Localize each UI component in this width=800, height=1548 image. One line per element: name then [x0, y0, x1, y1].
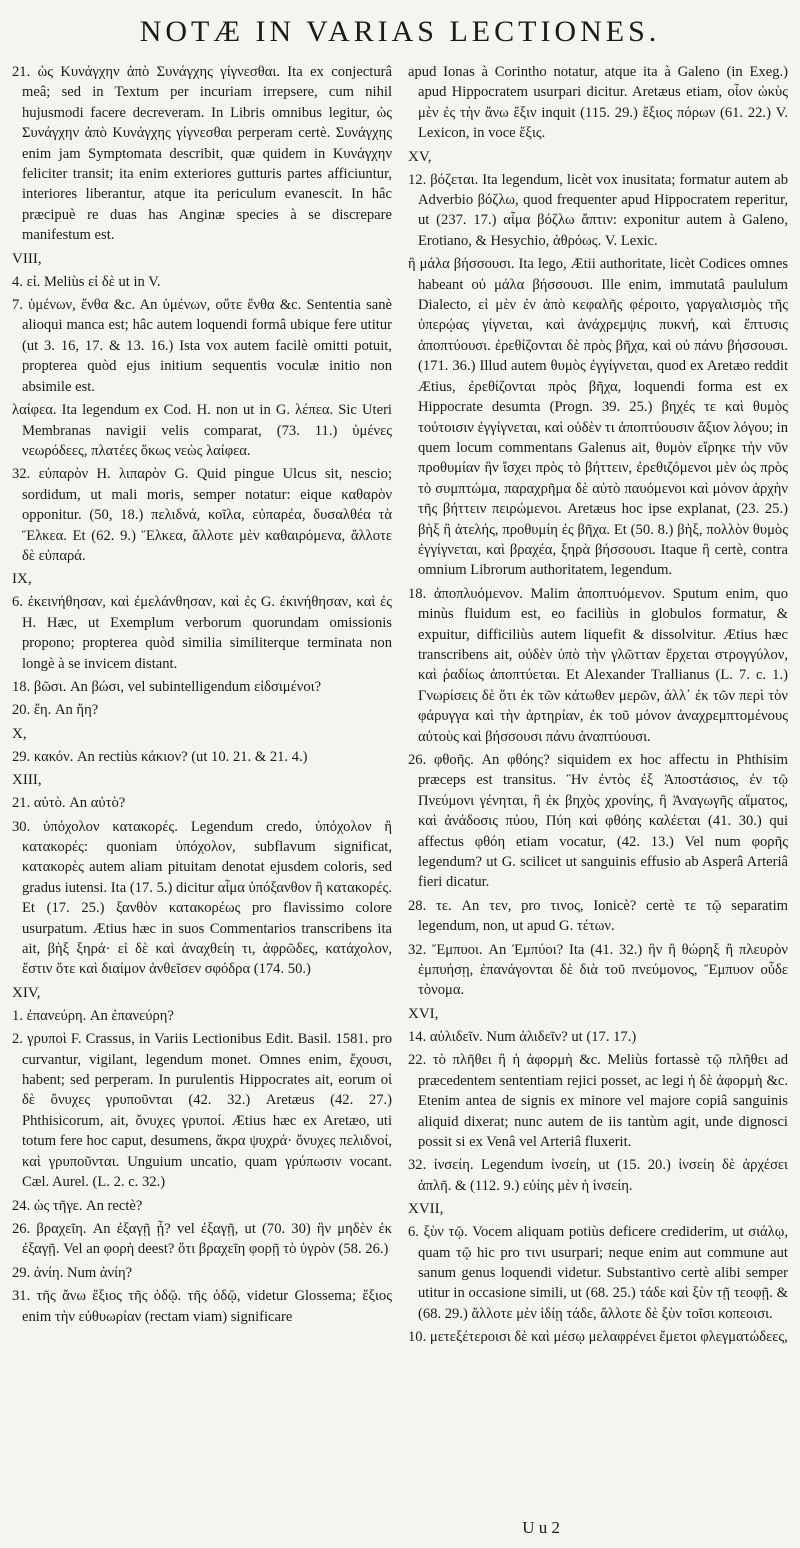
note-entry: 10. μετεξέτεροισι δὲ καὶ μέσῳ μελαφρένει ἔμετοι φλεγματώδεες, — [408, 1329, 788, 1346]
note-entry: 28. τε. An τεν, pro τινος, Ionicè? certè τε τῷ separatim legendum, non, ut apud G. τέτων. — [408, 897, 788, 935]
note-entry: 26. βραχεῖη. An ἐξαγῇ ᾖ? vel ἐξαγῇ, ut (70. 30) ἣν μηδὲν ἐκ ἐξαγῇ. Vel an φορὴ deest? ὅτι βραχεῖη φορῇ τὸ ὑγρὸν (58. 26.) — [12, 1220, 392, 1258]
note-entry: λαίφεα. Ita legendum ex Cod. H. non ut in G. λέπεα. Sic Uteri Membranas navigii velis comparat, (73. 11.) ὑμένες νεωρόδεες, πλατέες ὅκως νεὼς λαίφεα. — [12, 402, 392, 459]
note-entry: ἢ μάλα βήσσουσι. Ita lego, Ætii authoritate, licèt Codices omnes habeant οὐ μάλα βήσσουσι. Ille enim, immutatâ paululum Dialecto, εἰ μὲν ἐν ἀπὸ κεφαλῆς φέροιτο, γαργαλισμὸς τῆς ὑπερῴας γίγνεται, καὶ ἀνάχρεμψις πυκνή, καὶ ἔπτυσις ἀποπτύουσι. ἐρεθίζονται δὲ πρὸς βῆχα, καὶ οὐ πάνυ βήσσουσι. (171. 36.) Illud autem θυμὸς ἐγγίγνεται, quod ex Aretæo reddit Ætius, ἐρεθίζονται πρὸς βῆχα, loquendi forma est ex Hippocrate desumta (Progn. 39. 25.) βηχές τε καὶ θυμὸς τούτοισιν ἐγγίγνεται, καὶ οὐδὲν τι ἀποπτύουσιν ἄξιον λόγου; in quem locum commentans Galenus ait, θυμὸν εἴρηκε τὴν νῦν προθυμίαν ἣν ἴσχει πρὸς τὸ βήττειν, ἐρεθιζόμενοι μὲν ὡς πρὸς τὸ συμπτώμα, παραχρῆμα δὲ αὐτὸ παυόμενοι καὶ μόνον ἀρχὴν τῆς βήττειν πειρώμενοι. Aretæus hoc ipse explanat, (23. 25.) βὴξ ἢ ἀτελής, προθυμίη ἐς βῆχα. Et (50. 8.) βὴξ, πολλὸν θυμὸς ἐγγίγνεται, καὶ βραχέα, ξηρὰ βήσσουσι. Itaque ἢ certè, contra omnium Librorum authoritatem, legendum. — [408, 256, 788, 579]
note-entry: 21. ὡς Κυνάγχην ἀπὸ Συνάγχης γίγνεσθαι. Ita ex conjecturâ meâ; sed in Textum per incuriam irrepsere, cum nihil hujusmodi facere decreveram. In Libris omnibus legitur, ὡς Συνάγχην ἀπὸ Κυνάγχης γίγνεσθαι perperam certè. Συνάγχης enim jam Symptomata describit, quæ quidem in Κυνάγχην feliciter transit; ita enim exteriores gutturis partes afficiuntur, interiores liberantur, atque ita periculum evanescit. In hâc præcipuè re duas has Anginæ species à se discrepare manifestum est. — [12, 64, 392, 244]
note-entry: 14. αὐλιδεῖν. Num ἀλιδεῖν? ut (17. 17.) — [408, 1028, 637, 1045]
note-entry: 6. ἐκεινήθησαν, καὶ ἐμελάνθησαν, καὶ ἐς G. ἐκινήθησαν, καὶ ἐς H. Hæc, ut Exemplum verborum quorundam omissionis propono; propterea quòd similia similiterque terminata non longè à se invicem distant. — [12, 594, 392, 672]
section-heading: VIII, — [12, 250, 42, 267]
note-entry: 7. ὑμένων, ἔνθα &c. An ὑμένων, οὔτε ἔνθα &c. Sententia sanè alioqui manca est; hâc autem loquendi formâ ubique fere utitur (ut 3. 16, 17. & 13. 16.) Ista vox autem facilè omitti potuit, propterea quòd ejus initium sequentis voculæ initio non absimile est. — [12, 297, 392, 395]
section-heading: XVI, — [408, 1005, 439, 1022]
note-entry: 24. ὡς τῆγε. An rectè? — [12, 1197, 143, 1214]
note-entry: 31. τῆς ἄνω ἕξιος τῆς ὁδῷ. τῆς ὁδῷ, videtur Glossema; ἕξιος enim τὴν εὐθυωρίαν (rectam viam) significare — [12, 1288, 392, 1325]
section-heading: X, — [12, 725, 27, 742]
section-heading: IX, — [12, 571, 32, 588]
note-entry: 4. εἰ. Meliùs εἰ δὲ ut in V. — [12, 273, 161, 290]
note-entry: 32. Ἔμπυοι. An Ἐμπύοι? Ita (41. 32.) ἣν ἢ θώρηξ ἢ πλευρὸν ἐμπυήσῃ, ἐπανάγονται δὲ διὰ τοῦ πνεύμονος, Ἔμπυον οὖδε τὸνομα. — [408, 941, 788, 999]
note-entry: 1. ἐπανεύρη. An ἐπανεύρη? — [12, 1007, 174, 1024]
note-entry: 6. ξὺν τῷ. Vocem aliquam potiùs deficere crediderim, ut σιάλῳ, quam τῷ hic pro τινι usurpari; neque enim aut commune aut sanum genus loquendi videtur. Substantivo certè alibi semper utitur in occasione simili, ut (68. 25.) τάδε καὶ ξὺν τῇ τεοφῇ. & (68. 29.) ἄλλοτε μὲν ἰδίῃ τάδε, ἄλλοτε δὲ ξὺν τοῖσι κοπεοισι. — [408, 1224, 788, 1322]
section-heading: XVII, — [408, 1201, 444, 1218]
note-entry: apud Ionas à Corintho notatur, atque ita à Galeno (in Exeg.) apud Hippocratem usurpari dicitur. Aretæus etiam, οἷον ὠκὺς μὲν ἐς τὴν ἄνω ἕξιν inquit (115. 29.) ἕξιος πόρων (61. 22.) V. Lexicon, in voce ἕξις. — [408, 64, 788, 142]
note-entry: 12. βόζεται. Ita legendum, licèt vox inusitata; formatur autem ab Adverbio βόζλω, quod frequenter apud Hippocratem reperitur, ut (237. 17.) αἷμα βόζλω ἄπτιν: exponitur autem à Galeno, Erotiano, & Hesychio, ἀθρόως. V. Lexic. — [408, 171, 788, 249]
right-column — [408, 62, 788, 1492]
page-title: NOTÆ IN VARIAS LECTIONES. — [139, 15, 661, 48]
note-entry: 30. ὑπόχολον κατακορές. Legendum credo, ὑπόχολον ἢ κατακορές: quoniam ὑπόχολον, subflavum significat, κατακορὲς autem aliam pituitam denotat ejusdem coloris, sed gradus iutensi. Ita (17. 5.) dicitur αἷμα ὑπόξανθον ἢ κατακορές. Et (17. 25.) ξανθὸν κατακορέως pro flavissimo colore usurpatum. Ætius hæc in suos Commentarios transcribens ita ait, βὴξ ξηρά· εἰ δὲ καὶ ἀναχθείη τι, ἀφρῶδες, κατάχολον, ἔστιν ὅτε καὶ διαίμον ἀνθεῖσεν σφόδρα (174. 50.) — [12, 818, 392, 978]
left-column — [12, 62, 392, 1492]
note-entry: 2. γρυποὶ F. Crassus, in Variis Lectionibus Edit. Basil. 1581. pro curvantur, vigilant, legendum monet. Omnes enim, ἔχουσι, habent; sed perperam. In purulentis Hippocrates ait, eorum οἱ δὲ ὄνυχες γρυποῦνται (42. 32.) Aretæus (42. 27.) Phthisicorum, ait, ὄνυχες γρυποί. Ætius hæc ex Aretæo, uti totum fere hoc caput, desumens, ἄκρα ψυχρά· ὄνυχες πελιδνοί, καὶ γρυποῦνται. Unguium uncatio, quam γρύπωσιν vocant. Cæl. Aurel. (L. 2. c. 32.) — [12, 1031, 392, 1191]
note-entry: 18. βῶσι. An βώσι, vel subintelligendum εἰδσιμένοι? — [12, 678, 322, 695]
note-entry: 32. ἰνσείη. Legendum ἰνσείη, ut (15. 20.) ἰνσείη δὲ ἀρχέσει ἁπλῆ. & (112. 9.) εὐίης μὲν ἡ ἰνσείη. — [408, 1157, 788, 1194]
note-entry: 26. φθοῆς. An φθόης? siquidem ex hoc affectu in Phthisim præceps est transitus. Ἢν ἐντὸς ἐξ Ἀποστάσιος, ἐν τῷ Πνεύμονι γένηται, ἢ ἐκ βηχὸς χρονίης, ἢ Ἀναγωγῆς αἵματος, καὶ ἀνάδοσις πύου, Πύη καὶ φθόης καλέεται (41. 30.) qui affectus φθόη etiam vocatur, (42. 13.) Vel num φορῆς legendum? ut G. scilicet ut sanguinis effusio ab Asperâ Arteriâ fieri dicatur. — [408, 752, 788, 891]
section-heading: XV, — [408, 148, 432, 165]
note-entry: 20. ἔη. An ἤη? — [12, 702, 99, 719]
page-signature: U u 2 — [522, 1518, 560, 1537]
section-heading: XIV, — [12, 984, 41, 1001]
text-columns — [12, 62, 788, 1492]
note-entry: 21. αὐτὸ. An αὐτὸ? — [12, 795, 126, 812]
note-entry: 32. εὐπαρὸν H. λιπαρὸν G. Quid pingue Ulcus sit, nescio; sordidum, ut mali moris, semper notatur: eique καθαρὸν opponitur. (50, 18.) πελιδνά, κοῖλα, εὐπαρέα, δυσαλθέα τὰ Ἕλκεα. Et (62. 9.) Ἕλκεα, ἄλλοτε μὲν καθαιρόμενα, ἄλλοτε δὲ εὐπαρά. — [12, 466, 392, 564]
note-entry: 29. ἀνίη. Num ἀνίη? — [12, 1264, 133, 1281]
note-entry: 18. ἀποπλυόμενον. Malim ἀποπτυόμενον. Sputum enim, quo minùs fluidum est, eo faciliùs in globulos formatur, & expuitur, difficiliùs autem liquefit & dissolvitur. Ætius hæc transcribens ait, οὐδὲν ὑπὸ τὴν γλῶτταν ἔρχεται στρογγύλον, καὶ ῥαδίως ἀποπτύεται. Et Alexander Trallianus (L. 7. c. 1.) Γνωρίσεις δὲ ὅτι ἐκ τῶν κάτωθεν μερῶν, ἀλλ᾽ ἐκ τῶν περὶ τὸν φάρυγγα καὶ τὴν ἀρτηρίαν, ἐκ τοῦ μόνον ἀναχρεμπτομένους αὐτοὺς καὶ βήσσουσι πάνυ ἀναπτύουσι. — [408, 585, 788, 745]
note-entry: 22. τὸ πλῆθει ἢ ἡ ἀφορμὴ &c. Meliùs fortassè τῷ πλῆθει ad præcedentem sententiam rejici posset, ac legi ἡ δὲ ἀφορμὴ &c. Etenim antea de signis ex minore vel majore copiâ sanguinis aliquid dixerat; nunc autem de iis tantùm agit, unde dignosci possit si ex Venâ vel Arteriâ fluxerit. — [408, 1052, 788, 1150]
section-heading: XIII, — [12, 772, 42, 789]
note-entry: 29. κακόν. An rectiùs κάκιον? (ut 10. 21. & 21. 4.) — [12, 748, 308, 765]
